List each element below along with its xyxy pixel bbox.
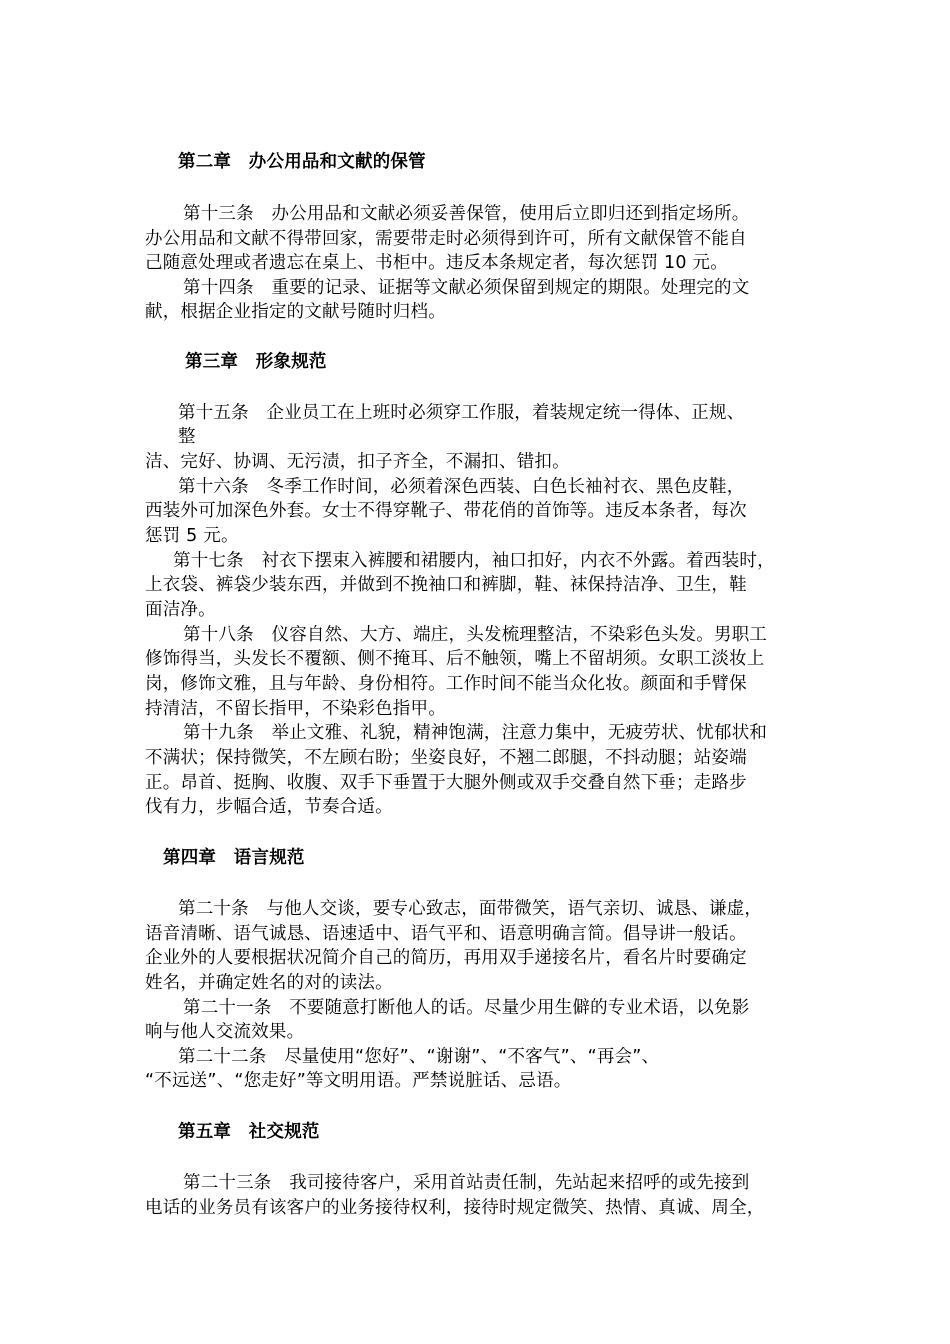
article-16-line-3: 惩罚 5 元。: [145, 526, 239, 546]
article-13-line-1: 第十三条 办公用品和文献必须妥善保管，使用后立即归还到指定场所。: [183, 204, 750, 224]
article-19-line-1: 第十九条 举止文雅、礼貌，精神饱满，注意力集中，无疲劳状、忧郁状和: [183, 723, 768, 743]
chapter-5-title: 第五章 社交规范: [178, 1122, 320, 1142]
article-23-line-2: 电话的业务员有该客户的业务接待权利，接待时规定微笑、热情、真诚、周全，: [145, 1198, 765, 1218]
chapter-4-title: 第四章 语言规范: [163, 848, 305, 868]
article-20-line-1: 第二十条 与他人交谈，要专心致志，面带微笑，语气亲切、诚恳、谦虚，: [178, 899, 763, 919]
article-14-line-2: 献，根据企业指定的文献号随时归档。: [145, 302, 446, 322]
article-16-line-2: 西装外可加深色外套。女士不得穿靴子、带花俏的首饰等。违反本条者，每次: [145, 501, 747, 521]
article-21-line-1: 第二十一条 不要随意打断他人的话。尽量少用生僻的专业术语，以免影: [183, 998, 750, 1018]
article-17-line-3: 面洁净。: [145, 600, 216, 620]
article-18-line-2: 修饰得当，头发长不覆额、侧不掩耳、后不触领，嘴上不留胡须。女职工淡妆上: [145, 649, 765, 669]
article-19-line-4: 伐有力，步幅合适，节奏合适。: [145, 797, 393, 817]
article-20-line-2: 语音清晰、语气诚恳、语速适中、语气平和、语意明确言简。倡导讲一般话。: [145, 924, 747, 944]
chapter-3-title: 第三章 形象规范: [185, 352, 327, 372]
article-15-line-1: 第十五条 企业员工在上班时必须穿工作服，着装规定统一得体、正规、: [178, 403, 745, 423]
article-19-line-3: 正。昂首、挺胸、收腹、双手下垂置于大腿外侧或双手交叠自然下垂；走路步: [145, 773, 747, 793]
article-21-line-2: 响与他人交流效果。: [145, 1022, 305, 1042]
article-16-line-1: 第十六条 冬季工作时间，必须着深色西装、白色长袖衬衣、黑色皮鞋，: [178, 477, 745, 497]
article-19-line-2: 不满状；保持微笑，不左顾右盼；坐姿良好，不翘二郎腿，不抖动腿；站姿端: [145, 748, 747, 768]
article-18-line-4: 持清洁，不留长指甲，不染彩色指甲。: [145, 699, 446, 719]
article-22-line-1: 第二十二条 尽量使用“您好”、“谢谢”、“不客气”、“再会”、: [178, 1047, 660, 1067]
article-23-line-1: 第二十三条 我司接待客户，采用首站责任制，先站起来招呼的或先接到: [183, 1173, 750, 1193]
article-15-line-2: 整: [178, 427, 196, 447]
article-20-line-3: 企业外的人要根据状况简介自己的简历，再用双手递接名片，看名片时要确定: [145, 948, 747, 968]
article-17-line-1: 第十七条 衬衣下摆束入裤腰和裙腰内，袖口扣好，内衣不外露。着西装时，: [173, 551, 775, 571]
article-13-line-2: 办公用品和文献不得带回家，需要带走时必须得到许可，所有文献保管不能自: [145, 229, 747, 249]
article-15-line-3: 洁、完好、协调、无污渍，扣子齐全，不漏扣、错扣。: [145, 452, 570, 472]
article-13-line-3: 己随意处理或者遗忘在桌上、书柜中。违反本条规定者，每次惩罚 10 元。: [145, 253, 728, 273]
article-14-line-1: 第十四条 重要的记录、证据等文献必须保留到规定的期限。处理完的文: [183, 278, 750, 298]
article-20-line-4: 姓名，并确定姓名的对的读法。: [145, 973, 393, 993]
article-22-line-2: “不远送”、“您走好”等文明用语。严禁说脏话、忌语。: [145, 1071, 572, 1091]
article-18-line-1: 第十八条 仪容自然、大方、端庄，头发梳理整洁，不染彩色头发。男职工: [183, 625, 768, 645]
article-17-line-2: 上衣袋、裤袋少装东西，并做到不挽袖口和裤脚，鞋、袜保持洁净、卫生，鞋: [145, 575, 747, 595]
chapter-2-title: 第二章 办公用品和文献的保管: [178, 152, 426, 172]
article-18-line-3: 岗，修饰文雅，且与年龄、身份相符。工作时间不能当众化妆。颜面和手臂保: [145, 674, 747, 694]
